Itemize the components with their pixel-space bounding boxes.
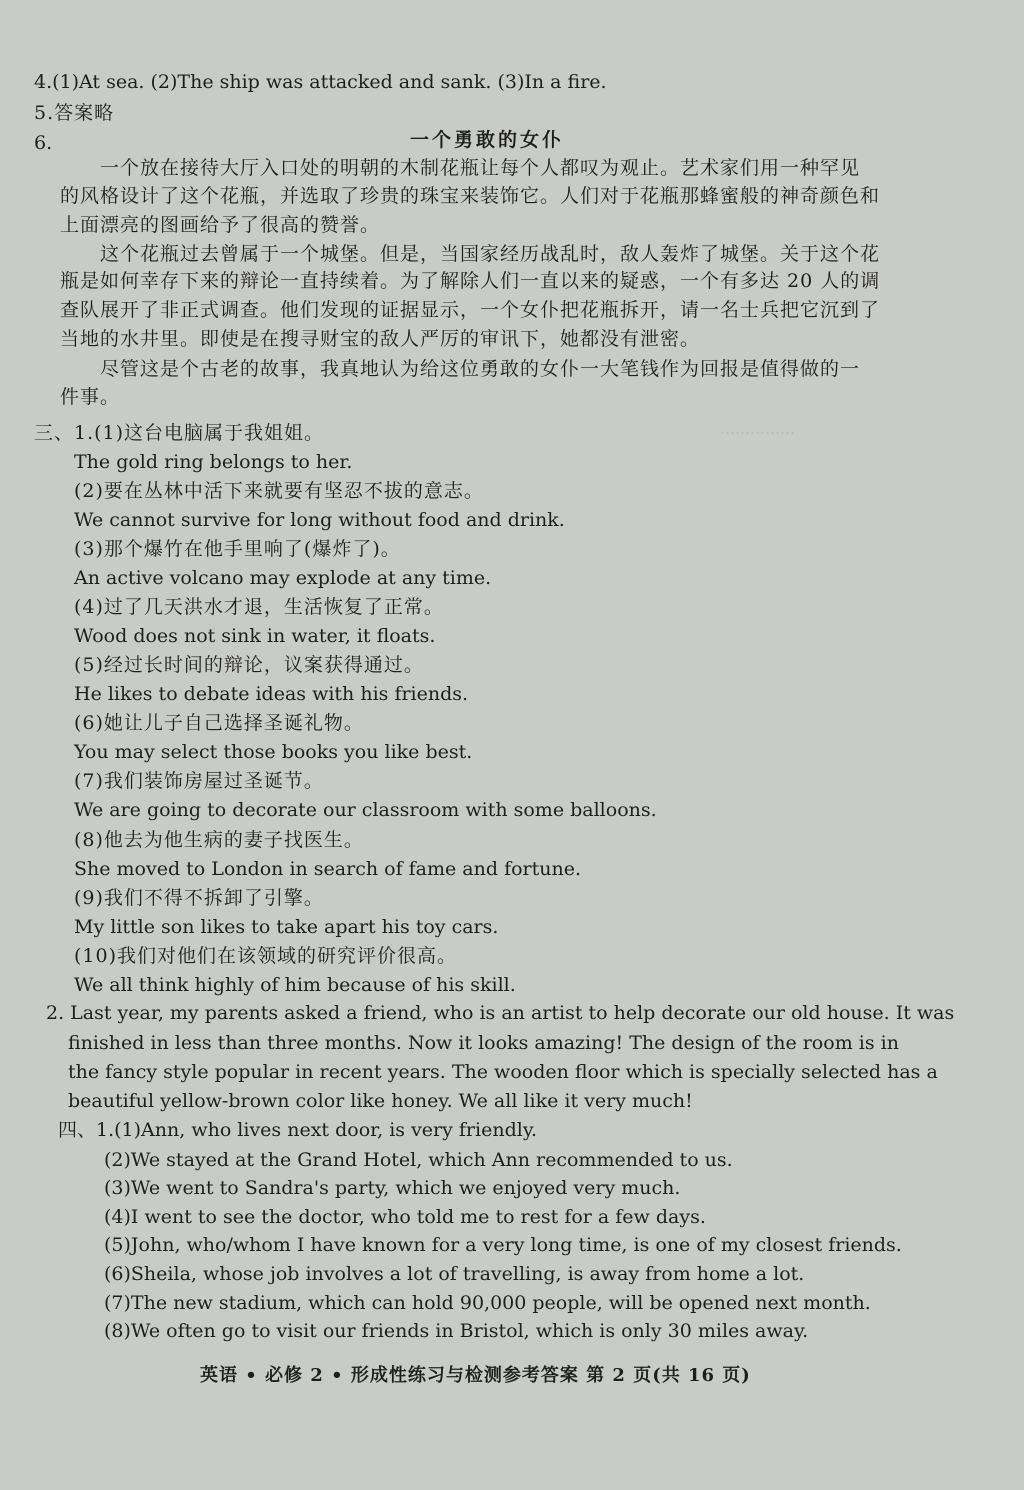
section3-q1-line: The gold ring belongs to her. [74,451,353,473]
section3-q1-line: He likes to debate ideas with his friends. [74,683,469,705]
section4-line: (3)We went to Sandra's party, which we enjoyed very much. [104,1177,681,1199]
section4-line: 四、1.(1)Ann, who lives next door, is very friendly. [58,1119,538,1141]
section3-q1-line: (9)我们不得不拆卸了引擎。 [74,887,324,909]
section3-q1-line: (2)要在丛林中活下来就要有坚忍不拔的意志。 [74,480,484,502]
section4-line: (7)The new stadium, which can hold 90,000 people, will be opened next month. [104,1292,871,1314]
section3-q1-line: She moved to London in search of fame and fortune. [74,858,582,880]
q5-answer: 5.答案略 [34,102,115,124]
q6-paragraph-line: 的风格设计了这个花瓶，并选取了珍贵的珠宝来装饰它。人们对于花瓶那蜂蜜般的神奇颜色和 [60,185,881,207]
section3-q1-line: We are going to decorate our classroom with some balloons. [74,799,657,821]
section3-q1-line: My little son likes to take apart his toy cars. [74,916,499,938]
q6-paragraph-line: 瓶是如何幸存下来的辩论一直持续着。为了解除人们一直以来的疑惑，一个有多达 20 人的调 [60,270,881,292]
q6-paragraph-line: 这个花瓶过去曾属于一个城堡。但是，当国家经历战乱时，敌人轰炸了城堡。关于这个花 [100,243,881,265]
section4-line: (5)John, who/whom I have known for a very long time, is one of my closest friends. [104,1234,902,1256]
section3-q2-line: the fancy style popular in recent years. The wooden floor which is specially selected has a [68,1061,938,1083]
q4-answer: 4.(1)At sea. (2)The ship was attacked and sank. (3)In a fire. [34,71,607,93]
q6-paragraph-line: 上面漂亮的图画给予了很高的赞誉。 [60,214,381,236]
section3-q1-line: (4)过了几天洪水才退，生活恢复了正常。 [74,596,444,618]
q6-paragraph-line: 尽管这是个古老的故事，我真地认为给这位勇敢的女仆一大笔钱作为回报是值得做的一 [100,358,861,380]
section4-line: (4)I went to see the doctor, who told me to rest for a few days. [104,1206,706,1228]
section3-q1-line: We all think highly of him because of his skill. [74,974,516,996]
q6-title: 一个勇敢的女仆 [410,129,565,151]
section3-q1-line: 三、1.(1)这台电脑属于我姐姐。 [34,422,325,444]
bleed-through: …………… [720,420,795,438]
section3-q1-line: You may select those books you like best. [74,741,473,763]
section3-q2-line: beautiful yellow-brown color like honey. We all like it very much! [68,1090,693,1112]
section3-q1-line: Wood does not sink in water, it floats. [74,625,436,647]
section3-q1-line: (10)我们对他们在该领域的研究评价很高。 [74,945,458,967]
section3-q1-line: (7)我们装饰房屋过圣诞节。 [74,770,324,792]
section3-q2-line: 2. Last year, my parents asked a friend, who is an artist to help decorate our old house. It was [46,1002,955,1024]
section3-q1-line: (5)经过长时间的辩论，议案获得通过。 [74,654,424,676]
section3-q1-line: We cannot survive for long without food and drink. [74,509,565,531]
q6-paragraph-line: 查队展开了非正式调查。他们发现的证据显示，一个女仆把花瓶拆开，请一名士兵把它沉到了 [60,299,881,321]
q6-paragraph-line: 当地的水井里。即使是在搜寻财宝的敌人严厉的审讯下，她都没有泄密。 [60,328,701,350]
q6-paragraph-line: 一个放在接待大厅入口处的明朝的木制花瓶让每个人都叹为观止。艺术家们用一种罕见 [100,157,861,179]
q6-paragraph-line: 件事。 [60,386,121,408]
section4-line: (2)We stayed at the Grand Hotel, which Ann recommended to us. [104,1149,733,1171]
section4-line: (8)We often go to visit our friends in Bristol, which is only 30 miles away. [104,1320,809,1342]
section3-q1-line: (8)他去为他生病的妻子找医生。 [74,829,364,851]
section3-q1-line: An active volcano may explode at any time. [74,567,492,589]
section4-line: (6)Sheila, whose job involves a lot of travelling, is away from home a lot. [104,1263,805,1285]
q6-label: 6. [34,132,53,154]
section3-q1-line: (3)那个爆竹在他手里响了(爆炸了)。 [74,538,401,560]
page-footer: 英语 • 必修 2 • 形成性练习与检测参考答案 第 2 页(共 16 页) [200,1365,751,1386]
section3-q2-line: finished in less than three months. Now it looks amazing! The design of the room is in [68,1032,899,1054]
section3-q1-line: (6)她让儿子自己选择圣诞礼物。 [74,712,364,734]
